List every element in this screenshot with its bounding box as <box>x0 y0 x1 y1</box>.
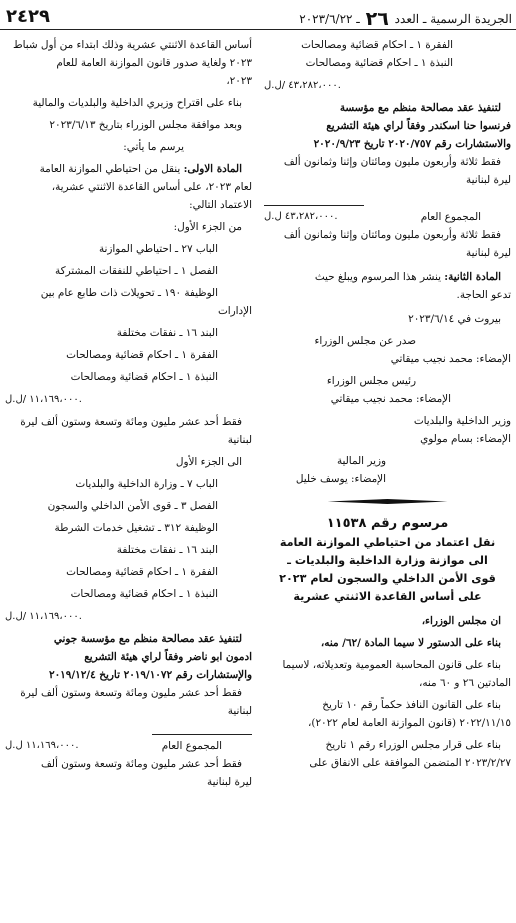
to-chapter: الباب ٧ ـ وزارة الداخلية والبلديات <box>75 478 218 490</box>
to-amount: ١١،١٦٩،٠٠٠ /ل.ل. <box>5 611 82 622</box>
article-two-label: المادة الثانية: <box>444 271 501 283</box>
grand-total-words-2: ليرة لبنانية <box>466 247 511 259</box>
preamble-council-decision-2: ٢٠٢٣/٢/٢٧ المتضمن الموافقة على الانفاق على <box>309 757 511 769</box>
settlement-line-2: فرنسوا حنا اسكندر وفقاً لراي هيئة التشريع <box>326 120 511 132</box>
proposal-line: بناء على اقتراح وزيري الداخلية والبلديات والمالية <box>32 97 242 109</box>
decree-heading <box>264 514 511 606</box>
basis-line-2: ٢٠٢٣ ولغاية صدور قانون الموازنة العامة للعام <box>56 57 252 69</box>
settlement-line-1: لتنفيذ عقد مصالحة منظم مع مؤسسة <box>339 102 501 114</box>
decree-subject-4: على أساس القاعدة الاثنتي عشرية <box>293 590 482 603</box>
from-paragraph: الفقرة ١ ـ احكام قضائية ومصالحات <box>66 349 218 361</box>
from-item: البند ١٦ ـ نفقات مختلفة <box>116 327 218 339</box>
decree-divider <box>264 492 511 510</box>
left-grand-total-row <box>5 737 252 755</box>
page-number: ٢٤٢٩ <box>6 6 50 27</box>
gazette-title <box>299 5 512 34</box>
preamble-accounting-1: بناء على قانون المحاسبة العمومية وتعديلاته، لاسيما <box>282 659 501 671</box>
article-one-line-3: الاعتماد التالي: <box>189 199 252 211</box>
pm-title: رئيس مجلس الوزراء <box>326 375 416 387</box>
from-amount-words-2: لبنانية <box>227 434 252 446</box>
preamble-council-decision-1: بناء على قرار مجلس الوزراء رقم ١ تاريخ <box>325 739 501 751</box>
left-column <box>5 36 252 791</box>
amount: ٤٣،٢٨٢،٠٠٠ /ل.ل. <box>264 80 341 91</box>
to-settlement-2: ادمون ابو ناضر وفقاً لراي هيئة التشريع <box>84 651 252 663</box>
separator-rule <box>152 734 252 735</box>
grand-total-words-1: فقط ثلاثة وأربعون مليون ومائتان وإثنا وثمانون ألف <box>283 229 501 241</box>
basis-line-1: أساس القاعدة الاثنتي عشرية وذلك ابتداء من أول شباط <box>13 39 252 51</box>
from-amount-words-1: فقط أحد عشر مليون ومائة وتسعة وستون ألف ليرة <box>20 416 242 428</box>
article-two-text: ينشر هذا المرسوم ويبلغ حيث <box>314 271 445 283</box>
article-one-line-2: لعام ٢٠٢٣، على أساس القاعدة الاثنتي عشرية، <box>51 181 252 193</box>
signature-interior: الإمضاء: بسام مولوي <box>420 433 511 445</box>
to-section: الفصل ٣ ـ قوى الأمن الداخلي والسجون <box>47 500 218 512</box>
grand-total-label: المجموع العام <box>420 211 481 223</box>
signature-pm-2: الإمضاء: محمد نجيب ميقاتي <box>330 393 451 405</box>
to-settlement-3: والإستشارات رقم ٢٠١٩/١٠٧٢ تاريخ ٢٠١٩/١٢/٤ <box>49 669 252 681</box>
grand-total-row <box>264 208 511 226</box>
page-header <box>0 0 516 30</box>
from-function-2: الإدارات <box>217 305 252 317</box>
article-one <box>5 160 252 178</box>
decree-heading-phrase: يرسم ما يأتي: <box>123 141 184 153</box>
preamble-law-2: ٢٠٢٢/١١/١٥ (قانون الموازنة العامة لعام ٢٠٢٢)، <box>308 717 511 729</box>
issue-number: ٢٦ <box>365 8 389 30</box>
place-date: بيروت في ٢٠٢٣/٦/١٤ <box>408 313 501 325</box>
decree-subject-3: قوى الأمن الداخلي والسجون لعام ٢٠٢٣ <box>279 572 496 585</box>
decree-number: مرسوم رقم ١١٥٣٨ <box>326 516 449 531</box>
right-column <box>264 36 511 772</box>
left-grand-total-words-2: ليرة لبنانية <box>207 776 252 788</box>
from-part: من الجزء الأول: <box>173 221 242 233</box>
settlement-line-3: والاستشارات رقم ٢٠٢٠/٧٥٧ تاريخ ٢٠٢٠/٩/٢٣ <box>313 138 511 150</box>
from-sub-item: النبذة ١ ـ احكام قضائية ومصالحات <box>70 371 218 383</box>
article-one-label: المادة الاولى: <box>183 163 242 175</box>
left-grand-total-amount: ١١،١٦٩،٠٠٠ ل.ل. <box>5 740 79 751</box>
preamble-law-1: بناء على القانون النافذ حكماً رقم ١٠ تاريخ <box>322 699 501 711</box>
from-amount: ١١،١٦٩،٠٠٠ /ل.ل. <box>5 394 82 405</box>
left-grand-total-label: المجموع العام <box>161 740 222 752</box>
preamble-accounting-2: المادتين ٢٦ و ٦٠ منه، <box>419 677 511 689</box>
from-section: الفصل ١ ـ احتياطي للنفقات المشتركة <box>55 265 218 277</box>
gazette-name: الجريدة الرسمية ـ العدد <box>394 12 512 26</box>
to-item: البند ١٦ ـ نفقات مختلفة <box>116 544 218 556</box>
grand-total-amount: ٤٣،٢٨٢،٠٠٠ ل.ل. <box>264 211 338 222</box>
approval-line: وبعد موافقة مجلس الوزراء بتاريخ ٢٠٢٣/٦/١٣ <box>49 119 242 131</box>
to-amount-words-1: فقط أحد عشر مليون ومائة وتسعة وستون ألف ليرة <box>20 687 242 699</box>
issued-by: صدر عن مجلس الوزراء <box>314 335 416 347</box>
decree-subject-2: الى موازنة وزارة الداخلية والبلديات ـ <box>287 554 488 567</box>
basis-line-3: ٢٠٢٣، <box>226 75 252 87</box>
article-two-cont: تدعو الحاجة. <box>456 289 511 301</box>
article-one-text: ينقل من احتياطي الموازنة العامة <box>39 163 184 175</box>
to-amount-words-2: لبنانية <box>227 705 252 717</box>
to-paragraph: الفقرة ١ ـ احكام قضائية ومصالحات <box>66 566 218 578</box>
council-opening: ان مجلس الوزراء، <box>421 615 501 627</box>
amount-words-1: فقط ثلاثة وأربعون مليون ومائتان وإثنا وثمانون ألف <box>283 156 501 168</box>
separator-rule <box>264 205 364 206</box>
issue-date: ـ ٢٠٢٣/٦/٢٢ <box>299 12 360 26</box>
from-chapter: الباب ٢٧ ـ احتياطي الموازنة <box>98 243 218 255</box>
interior-minister-title: وزير الداخلية والبلديات <box>413 415 511 427</box>
signature-pm-1: الإمضاء: محمد نجيب ميقاتي <box>390 353 511 365</box>
signature-finance: الإمضاء: يوسف خليل <box>295 473 386 485</box>
to-part: الى الجزء الأول <box>175 456 242 468</box>
to-settlement-1: لتنفيذ عقد مصالحة منظم مع مؤسسة جوني <box>53 633 242 645</box>
diamond-ornament <box>328 499 448 504</box>
article-two <box>264 268 511 286</box>
line-item: النبذة ١ ـ احكام قضائية ومصالحات <box>305 57 453 69</box>
left-grand-total-words-1: فقط أحد عشر مليون ومائة وتسعة وستون ألف <box>41 758 242 770</box>
line-paragraph: الفقرة ١ ـ احكام قضائية ومصالحات <box>301 39 453 51</box>
preamble-constitution: بناء على الدستور لا سيما المادة /٦٢/ منه، <box>320 637 501 649</box>
amount-words-2: ليرة لبنانية <box>466 174 511 186</box>
from-function-1: الوظيفة ١٩٠ ـ تحويلات ذات طابع عام بين <box>40 287 218 299</box>
decree-subject-1: نقل اعتماد من احتياطي الموازنة العامة <box>279 536 496 549</box>
to-sub-item: النبذة ١ ـ احكام قضائية ومصالحات <box>70 588 218 600</box>
to-function: الوظيفة ٣١٢ ـ تشغيل خدمات الشرطة <box>54 522 218 534</box>
finance-minister-title: وزير المالية <box>336 455 386 467</box>
